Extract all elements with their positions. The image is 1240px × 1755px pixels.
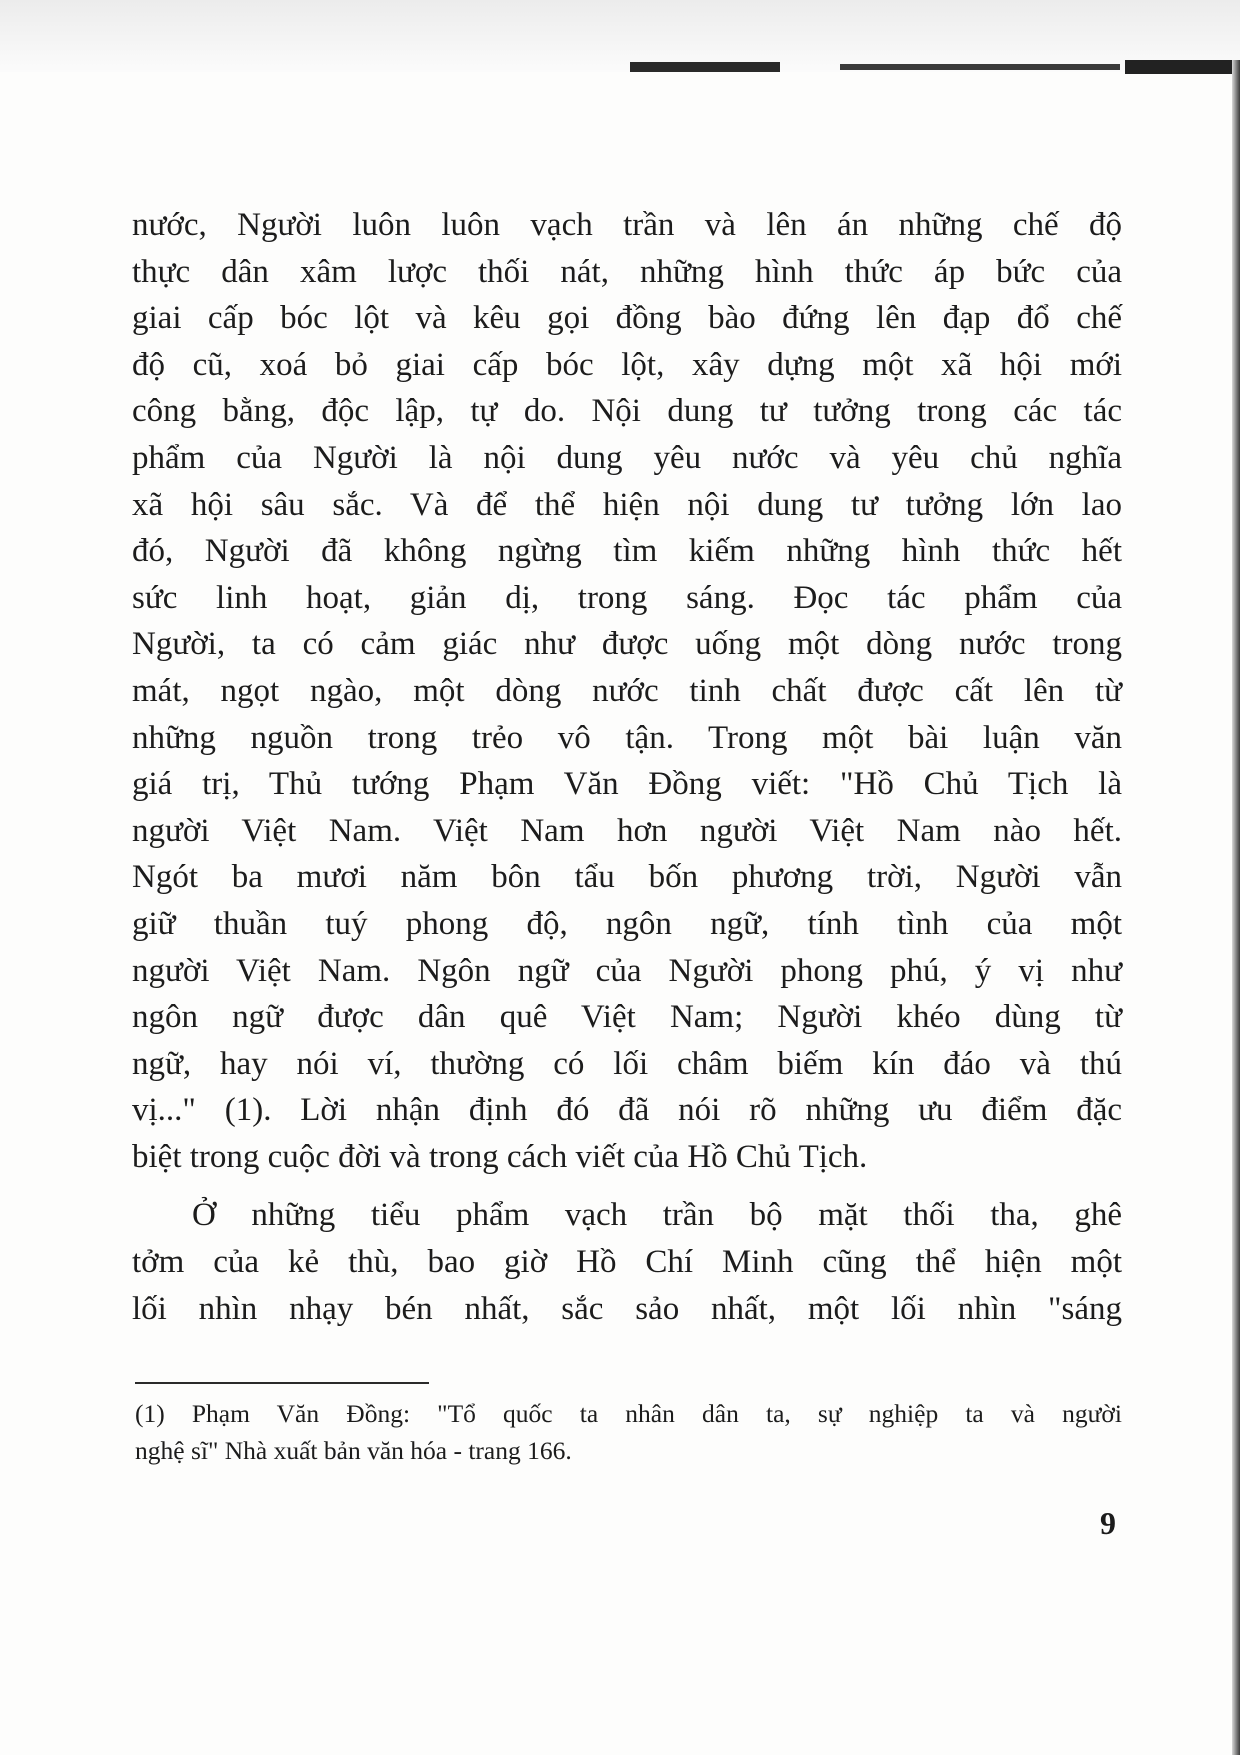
scan-artifact (630, 62, 780, 72)
scan-artifact (840, 64, 1120, 70)
page-number: 9 (1100, 1505, 1116, 1541)
text-line: giai cấp bóc lột và kêu gọi đồng bào đứng lên đạp đổ chế (132, 300, 1122, 337)
footnote-line: (1) Phạm Văn Đồng: "Tổ quốc ta nhân dân ta, sự nghiệp ta và người (135, 1399, 1122, 1428)
footnote-line: nghệ sĩ" Nhà xuất bản văn hóa - trang 166. (135, 1436, 572, 1465)
text-line: sức linh hoạt, giản dị, trong sáng. Đọc tác phẩm của (132, 579, 1122, 616)
text-line: đó, Người đã không ngừng tìm kiếm những hình thức hết (132, 533, 1122, 570)
text-line: mát, ngọt ngào, một dòng nước tinh chất được cất lên từ (132, 672, 1122, 709)
text-line: người Việt Nam. Việt Nam hơn người Việt Nam nào hết. (132, 812, 1122, 849)
scan-top-edge (0, 0, 1240, 72)
text-line: xã hội sâu sắc. Và để thể hiện nội dung tư tưởng lớn lao (132, 486, 1122, 523)
body-text (132, 202, 1122, 1332)
footnote (135, 1395, 1122, 1469)
text-line: giá trị, Thủ tướng Phạm Văn Đồng viết: "Hồ Chủ Tịch là (132, 766, 1122, 803)
text-line: ngữ, hay nói ví, thường có lối châm biếm kín đáo và thú (132, 1045, 1122, 1082)
text-line: vị..." (1). Lời nhận định đó đã nói rõ những ưu điểm đặc (132, 1092, 1122, 1129)
scan-right-edge (1232, 60, 1240, 1755)
paragraph-2 (132, 1192, 1122, 1332)
text-line: biệt trong cuộc đời và trong cách viết của Hồ Chủ Tịch. (132, 1138, 868, 1175)
text-line: nước, Người luôn luôn vạch trần và lên án những chế độ (132, 207, 1122, 243)
text-line: ngôn ngữ được dân quê Việt Nam; Người khéo dùng từ (132, 999, 1122, 1036)
text-line: phẩm của Người là nội dung yêu nước và yêu chủ nghĩa (132, 439, 1122, 476)
scan-artifact (1125, 60, 1240, 74)
text-line: thực dân xâm lược thối nát, những hình thức áp bức của (132, 253, 1122, 290)
text-line: công bằng, độc lập, tự do. Nội dung tư tưởng trong các tác (132, 393, 1122, 430)
text-line: lối nhìn nhạy bén nhất, sắc sảo nhất, một lối nhìn "sáng (132, 1290, 1122, 1327)
text-line: Ngót ba mươi năm bôn tẩu bốn phương trời, Người vẫn (132, 859, 1122, 896)
text-line: người Việt Nam. Ngôn ngữ của Người phong phú, ý vị như (132, 952, 1122, 989)
text-line: độ cũ, xoá bỏ giai cấp bóc lột, xây dựng một xã hội mới (132, 346, 1122, 383)
text-line: giữ thuần tuý phong độ, ngôn ngữ, tính tình của một (132, 905, 1122, 942)
footnote-divider (135, 1382, 429, 1384)
text-line: Người, ta có cảm giác như được uống một dòng nước trong (132, 626, 1122, 663)
text-line: những nguồn trong trẻo vô tận. Trong một bài luận văn (132, 719, 1122, 756)
text-line: Ở những tiểu phẩm vạch trần bộ mặt thối tha, ghê (192, 1197, 1122, 1234)
text-line: tởm của kẻ thù, bao giờ Hồ Chí Minh cũng thể hiện một (132, 1244, 1122, 1281)
paragraph-1 (132, 202, 1122, 1180)
